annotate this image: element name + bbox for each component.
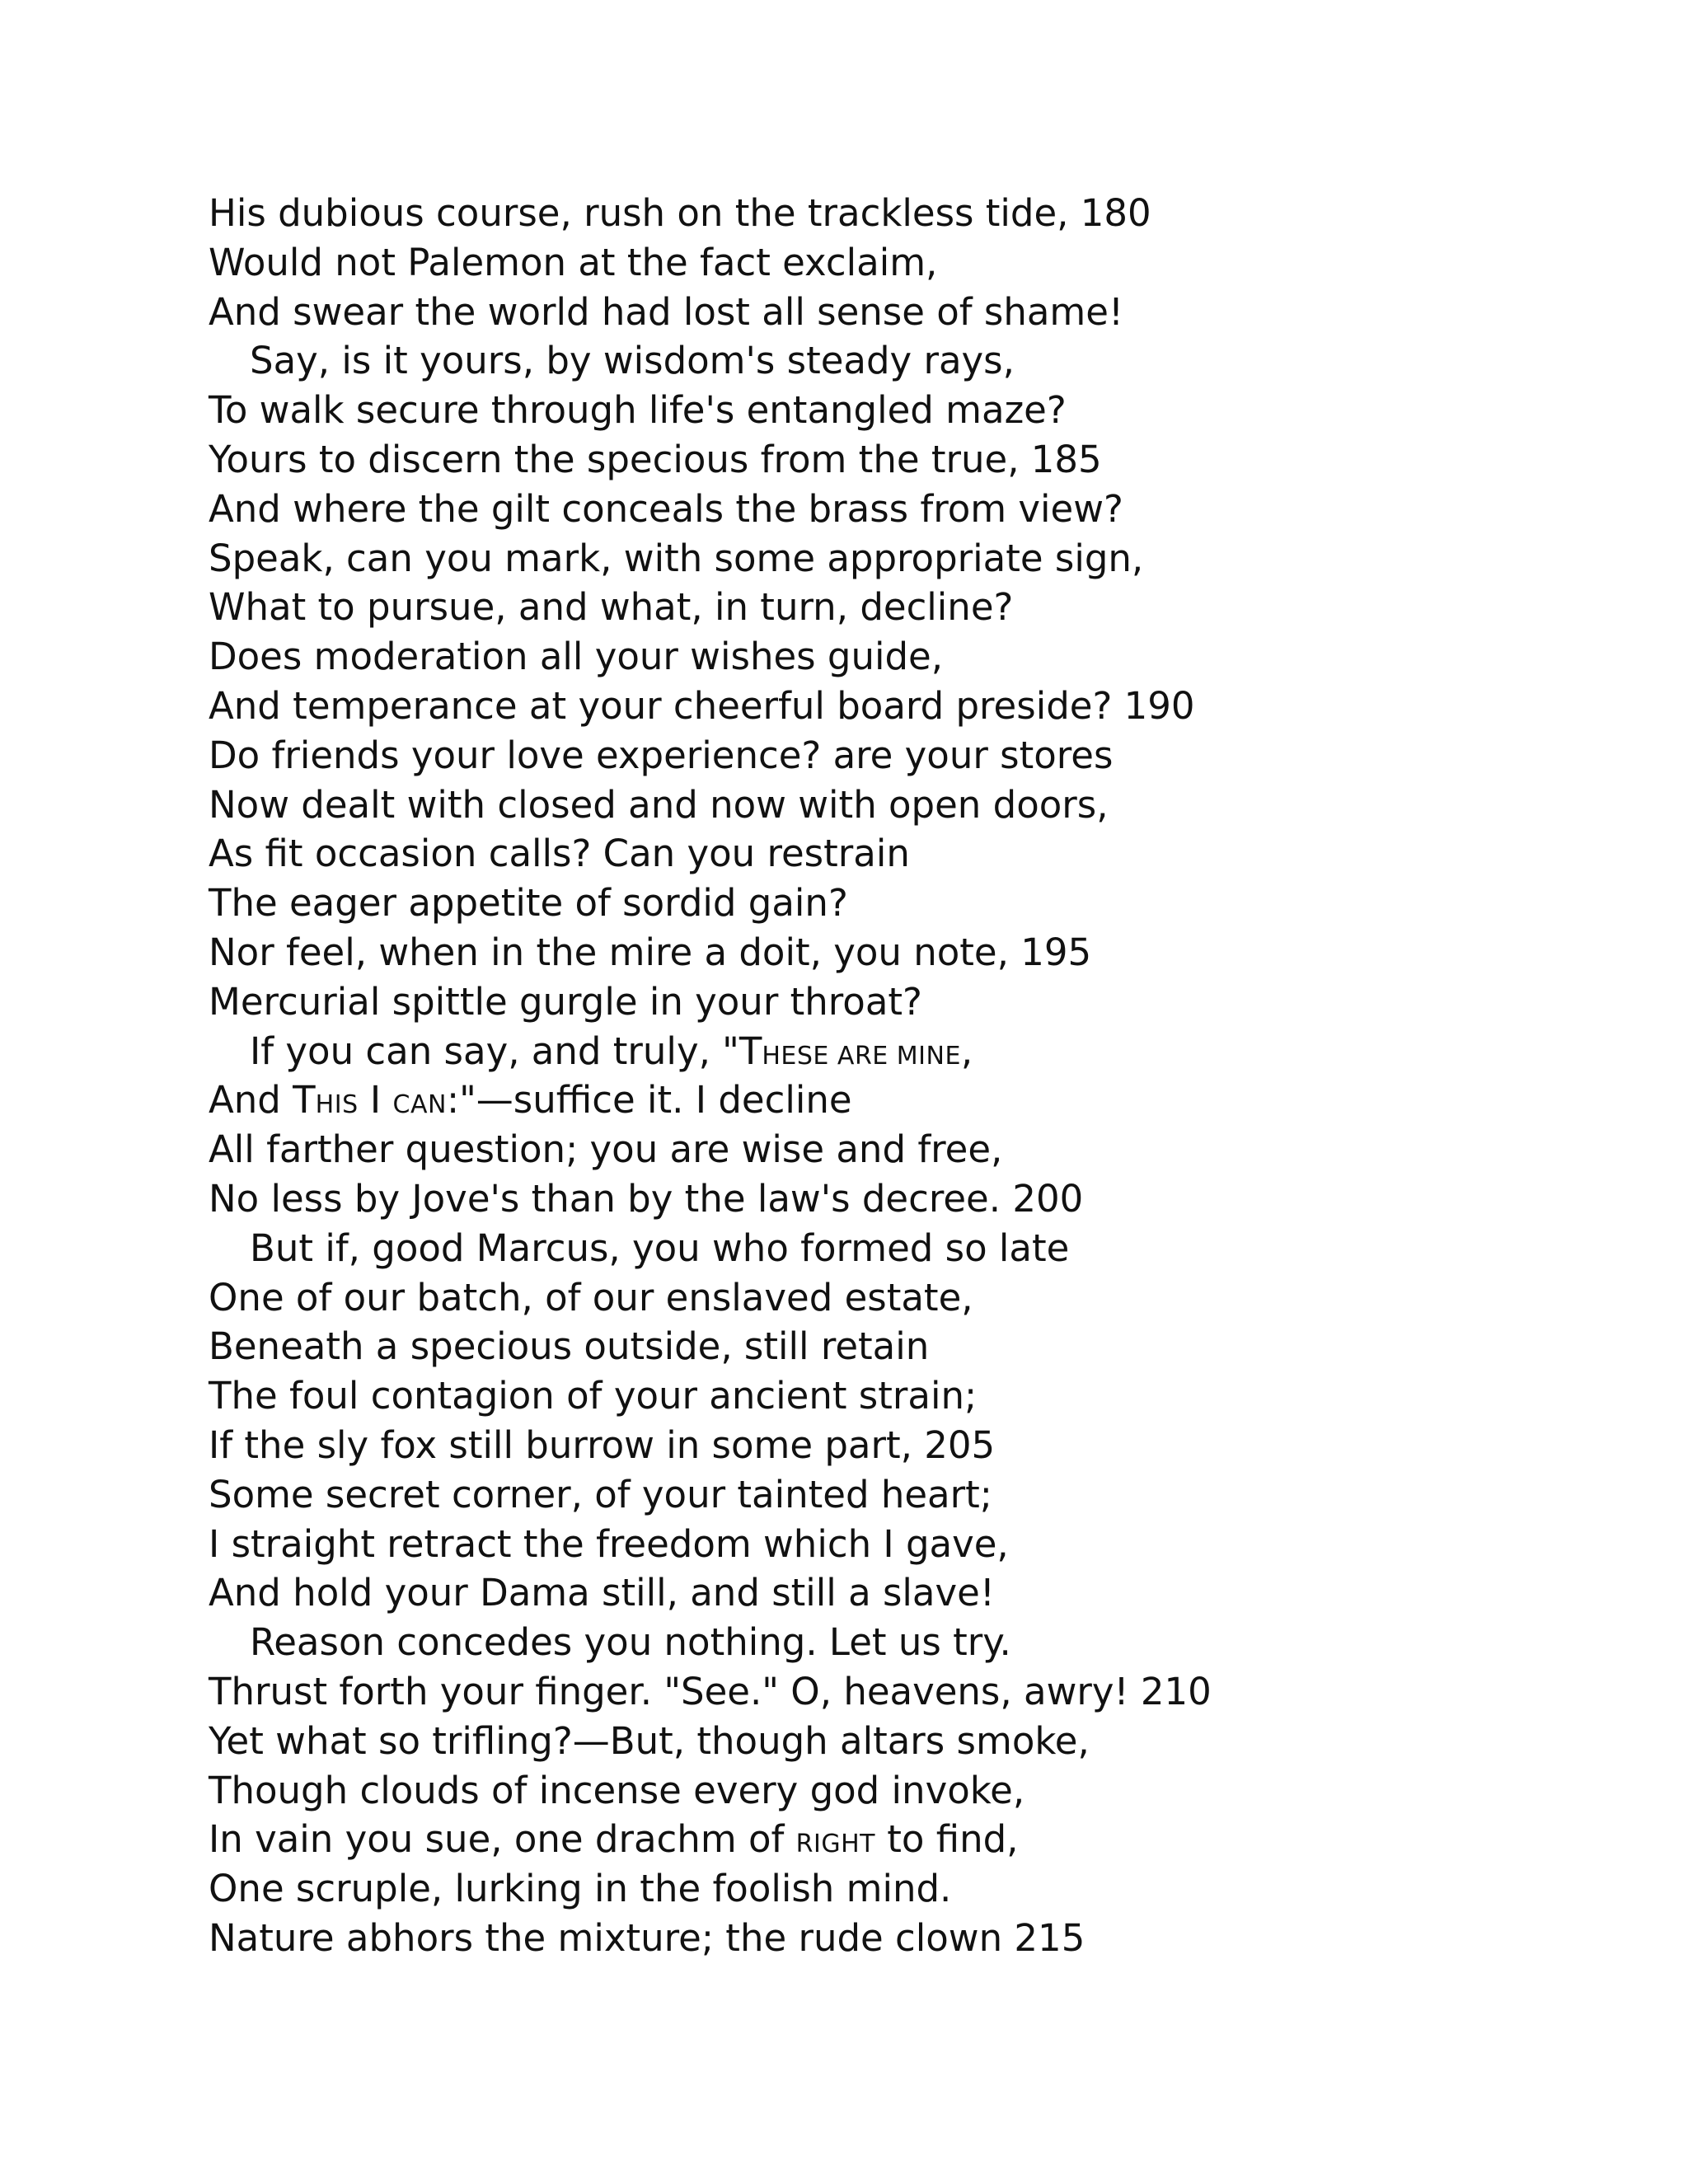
poem-line [209,1076,1610,1125]
poem-line: Yours to discern the specious from the true, 185 [209,437,1102,481]
poem-line: His dubious course, rush on the trackless tide, 180 [209,191,1151,235]
poem-line: I straight retract the freedom which I gave, [209,1521,1009,1566]
poem-line: Reason concedes you nothing. Let us try. [250,1620,1011,1665]
poem-text [209,189,1610,1963]
poem-line: To walk secure through life's entangled maze? [209,388,1067,433]
text-run: I [358,1078,393,1122]
small-caps-run: HIS [315,1090,359,1120]
poem-line: Mercurial spittle gurgle in your throat? [209,979,922,1024]
poem-line: Would not Palemon at the fact exclaim, [209,240,938,284]
poem-line: Yet what so trifling?—But, though altars smoke, [209,1718,1090,1763]
small-caps-run: RIGHT [795,1830,875,1859]
poem-line: As fit occasion calls? Can you restrain [209,832,910,876]
small-caps-run: CAN [392,1090,447,1120]
poem-line: One scruple, lurking in the foolish mind. [209,1867,952,1911]
poem-line: Do friends your love experience? are your stores [209,733,1114,777]
poem-line: Does moderation all your wishes guide, [209,635,944,679]
text-run: to find, [874,1817,1019,1862]
poem-line: And temperance at your cheerful board preside? 190 [209,683,1195,728]
text-run: In vain you sue, one drachm of [209,1817,796,1862]
poem-line: Speak, can you mark, with some appropriate sign, [209,536,1144,580]
poem-line: If the sly fox still burrow in some part, 205 [209,1422,996,1467]
poem-line: Beneath a specious outside, still retain [209,1324,930,1369]
poem-line: Though clouds of incense every god invoke, [209,1768,1025,1812]
poem-line: All farther question; you are wise and free, [209,1127,1003,1172]
poem-line: Some secret corner, of your tainted heart; [209,1472,992,1516]
poem-line: The foul contagion of your ancient strain; [209,1374,978,1418]
poem-line [209,1815,1610,1864]
poem-line: Say, is it yours, by wisdom's steady rays, [250,339,1015,383]
poem-line: No less by Jove's than by the law's decree. 200 [209,1176,1084,1221]
poem-line: Nor feel, when in the mire a doit, you note, 195 [209,930,1092,974]
poem-line: And hold your Dama still, and still a slave! [209,1571,995,1615]
poem-line: The eager appetite of sordid gain? [209,881,848,926]
small-caps-run: HESE ARE MINE [762,1041,961,1071]
poem-line: Nature abhors the mixture; the rude clown 215 [209,1915,1085,1960]
poem-line: One of our batch, of our enslaved estate, [209,1275,973,1319]
text-run: , [960,1029,973,1073]
poem-line: Thrust forth your finger. "See." O, heavens, awry! 210 [209,1669,1212,1713]
poem-line: But if, good Marcus, you who formed so late [250,1226,1070,1270]
poem-line [209,1027,1610,1076]
poem-line: What to pursue, and what, in turn, decline? [209,585,1014,630]
text-run: :"—suffice it. I decline [446,1078,852,1122]
text-run: And T [209,1078,316,1122]
poem-line: And swear the world had lost all sense of shame! [209,289,1123,334]
text-run: If you can say, and truly, "T [250,1029,762,1073]
poem-line: Now dealt with closed and now with open doors, [209,782,1109,827]
poem-line: And where the gilt conceals the brass from view? [209,486,1123,531]
